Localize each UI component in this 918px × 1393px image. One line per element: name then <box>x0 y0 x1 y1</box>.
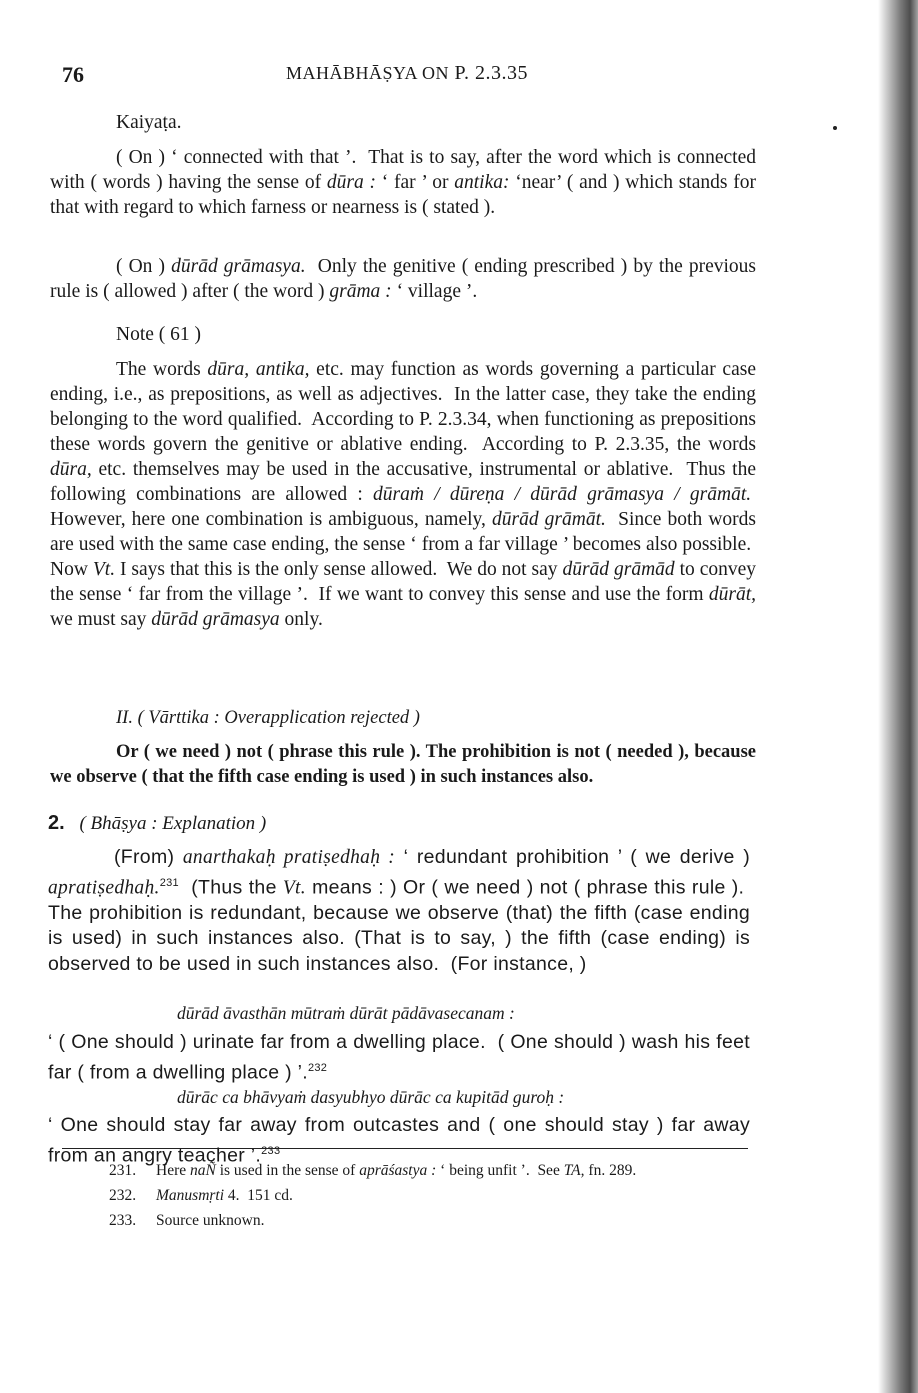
note-paragraph: The words dūra, antika, etc. may function as words governing a particular case ending, i.e., as prepositions, as well as adjectives. In the latter case, they take the ending belonging to the word qualified. According to P. 2.3.34, when functioning as prepositions these words govern the genitive or ablative ending. According to P. 2.3.35, the words dūra, etc. themselves may be used in the accusative, instrumental or ablative. Thus the following combinations are allowed : dūraṁ / dūreṇa / dūrād grāmasya / grāmāt. However, here one combination is ambiguous, namely, dūrād grāmāt. Since both words are used with the same case ending, the sense ‘ from a far village ’ becomes also possible. Now Vt. I says that this is the only sense allowed. We do not say dūrād grāmād to convey the sense ‘ far from the village ’. If we want to convey this sense and use the form dūrāt, we must say dūrād grāmasya only. <box>50 359 756 630</box>
translation-1: ‘ ( One should ) urinate far from a dwelling place. ( One should ) wash his feet far ( from a dwelling place ) ’.$^{232}$ <box>48 1031 750 1083</box>
footnote-text: Source unknown. <box>156 1212 265 1229</box>
kaiyata-paragraph-2: ( On ) dūrād grāmasya. Only the genitive ( ending prescribed ) by the previous rule is ( allowed ) after ( the word ) grāma : ‘ village ’. <box>50 256 756 302</box>
page-number: 76 <box>62 62 84 87</box>
bhasya-paragraph: (From) anarthakaḥ pratiṣedhaḥ : ‘ redundant prohibition ’ ( we derive ) apratiṣedhaḥ.$^{231}$ (Thus the Vt. means : ) Or ( we need ) not ( phrase this rule ). The prohibition is redundant, because we observe (that) the fifth (case ending is used) in such instances also. (That is to say, ) the fifth (case ending) is observed to be used in such instances also. (For instance, ) <box>48 846 751 975</box>
kaiyata-paragraph-1: ( On ) ‘ connected with that ’. That is to say, after the word which is connected with ( words ) having the sense of dūra : ‘ far ’ or antika: ‘near’ ( and ) which stands for that with regard to which farness or nearness is ( stated ). <box>50 147 756 218</box>
footnote-text: Here naÑ is used in the sense of aprāśastya : ‘ being unfit ’. See TA, fn. 289. <box>156 1162 637 1179</box>
running-title: MAHĀBHĀṢYA ON P. 2.3.35 <box>286 62 528 84</box>
footnote-233 <box>109 1208 759 1233</box>
footnote-text: Manusmṛti 4. 151 cd. <box>156 1187 293 1204</box>
bhasya-heading-label: ( Bhāṣya : Explanation ) <box>79 813 267 834</box>
varttika-heading: II. ( Vārttika : Overapplication rejected ) <box>116 708 420 728</box>
footnote-231 <box>109 1158 759 1183</box>
section-number: 2. <box>48 812 65 834</box>
footnote-separator <box>62 1148 748 1149</box>
footnote-232 <box>109 1183 759 1208</box>
note-heading: Note ( 61 ) <box>116 324 202 345</box>
footnote-number: 233. <box>109 1212 137 1229</box>
footnotes <box>109 1158 759 1233</box>
translation-2: ‘ One should stay far away from outcastes and ( one should stay ) far away from an angry teacher ’.$^{233}$ <box>48 1114 750 1166</box>
verse-1: dūrād āvasthān mūtraṁ dūrāt pādāvasecanam : <box>177 1003 515 1023</box>
footnote-number: 231. <box>109 1162 137 1179</box>
kaiyata-heading: Kaiyaṭa. <box>116 112 182 133</box>
scan-speck <box>833 126 837 130</box>
varttika-text: Or ( we need ) not ( phrase this rule ). The prohibition is not ( needed ), because we observe ( that the fifth case ending is used ) in such instances also. <box>50 742 756 787</box>
verse-2: dūrāc ca bhāvyaṁ dasyubhyo dūrāc ca kupitād guroḥ : <box>177 1087 565 1107</box>
page-header <box>62 62 742 92</box>
bhasya-heading <box>48 812 266 835</box>
footnote-number: 232. <box>109 1187 137 1204</box>
scanned-page-edge-shadow <box>878 0 918 1393</box>
